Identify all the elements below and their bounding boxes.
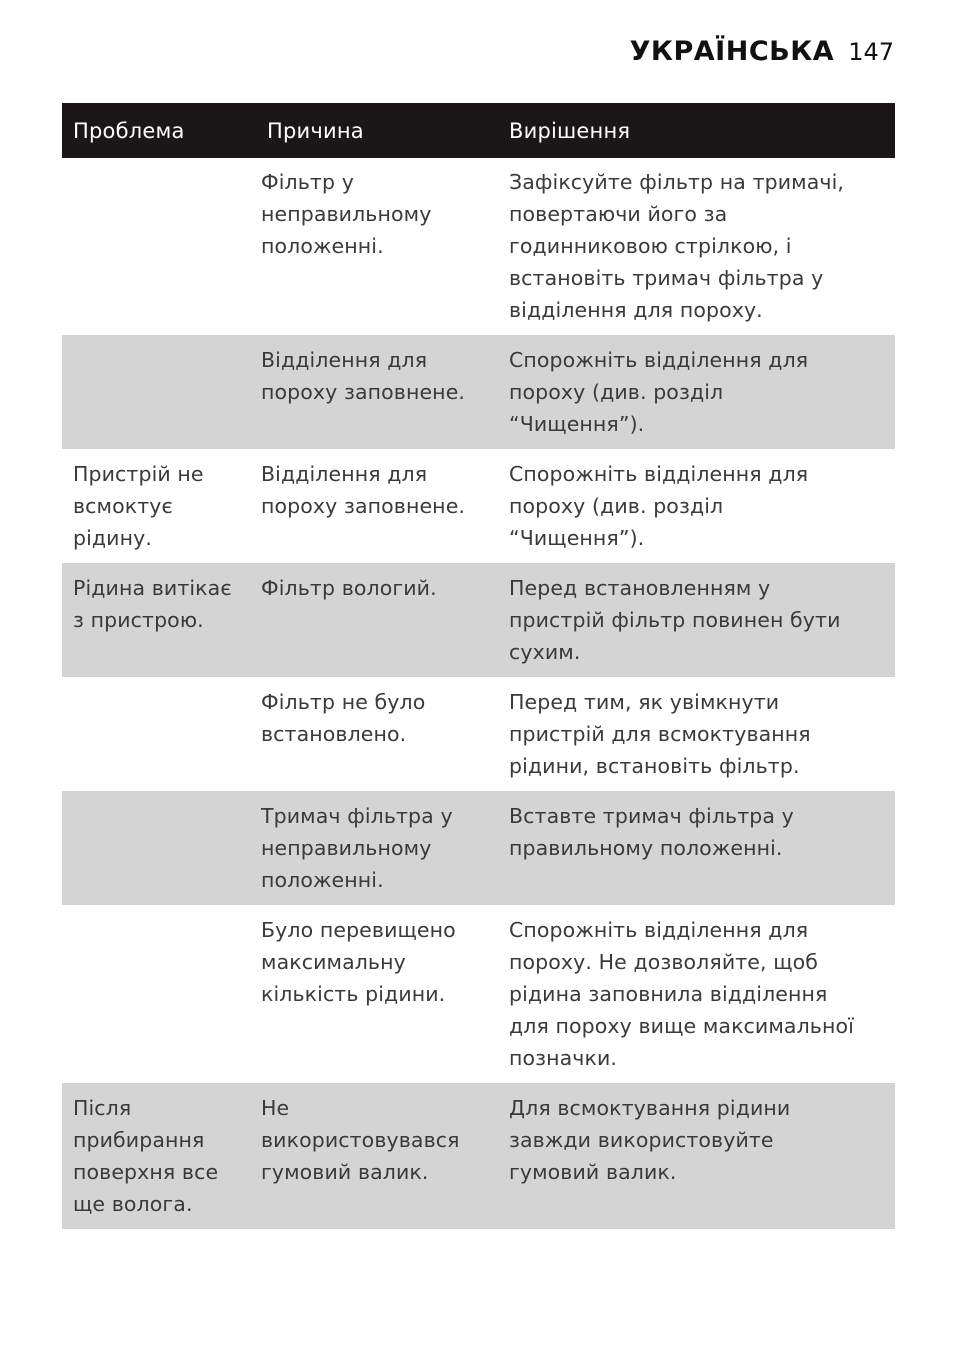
cause-cell: Відділення для пороху заповнене. (256, 335, 501, 449)
table-row (62, 158, 895, 335)
cause-cell: Фільтр не було встановлено. (261, 690, 426, 746)
table-row (62, 449, 895, 563)
solution-cell: Зафіксуйте фільтр на тримачі, повертаючи його за годинниковою стрілкою, і встановіть тримач фільтра у відділення для пороху. (509, 170, 844, 322)
solution-cell: Вставте тримач фільтра у правильному положенні. (501, 791, 895, 905)
cause-cell: Не використовувався гумовий валик. (256, 1083, 501, 1229)
problem-cell: Рідина витікає з пристрою. (62, 563, 256, 677)
table-header-row (62, 103, 895, 158)
cause-cell: Тримач фільтра у неправильному положенні. (256, 791, 501, 905)
column-header-solution: Вирішення (501, 103, 895, 158)
solution-cell: Спорожніть відділення для пороху (див. розділ “Чищення”). (501, 335, 895, 449)
page-number: 147 (848, 38, 894, 66)
problem-cell: Після прибирання поверхня все ще волога. (62, 1083, 256, 1229)
column-header-cause: Причина (256, 103, 501, 158)
cause-cell: Відділення для пороху заповнене. (261, 462, 466, 518)
table-row (62, 677, 895, 791)
solution-cell: Для всмоктування рідини завжди використовуйте гумовий валик. (501, 1083, 895, 1229)
cause-cell: Було перевищено максимальну кількість рідини. (261, 918, 456, 1006)
problem-cell (62, 158, 256, 335)
table-row (62, 563, 895, 677)
troubleshooting-table (62, 103, 895, 1229)
cause-cell: Фільтр у неправильному положенні. (261, 170, 432, 258)
problem-cell (62, 791, 256, 905)
page-header (630, 36, 894, 67)
solution-cell: Спорожніть відділення для пороху (див. розділ “Чищення”). (509, 462, 809, 550)
problem-cell (62, 335, 256, 449)
cause-cell: Фільтр вологий. (256, 563, 501, 677)
solution-cell: Перед встановленням у пристрій фільтр повинен бути сухим. (501, 563, 895, 677)
table-row (62, 335, 895, 449)
solution-cell: Спорожніть відділення для пороху. Не дозволяйте, щоб рідина заповнила відділення для пороху вище максимальної позначки. (509, 918, 854, 1070)
column-header-problem: Проблема (62, 103, 256, 158)
table-row (62, 1083, 895, 1229)
table-row (62, 905, 895, 1083)
problem-cell (62, 677, 256, 791)
table-row (62, 791, 895, 905)
solution-cell: Перед тим, як увімкнути пристрій для всмоктування рідини, встановіть фільтр. (509, 690, 811, 778)
problem-cell (62, 905, 256, 1083)
problem-cell: Пристрій не всмоктує рідину. (73, 462, 204, 550)
language-title: УКРАЇНСЬКА (629, 36, 835, 67)
